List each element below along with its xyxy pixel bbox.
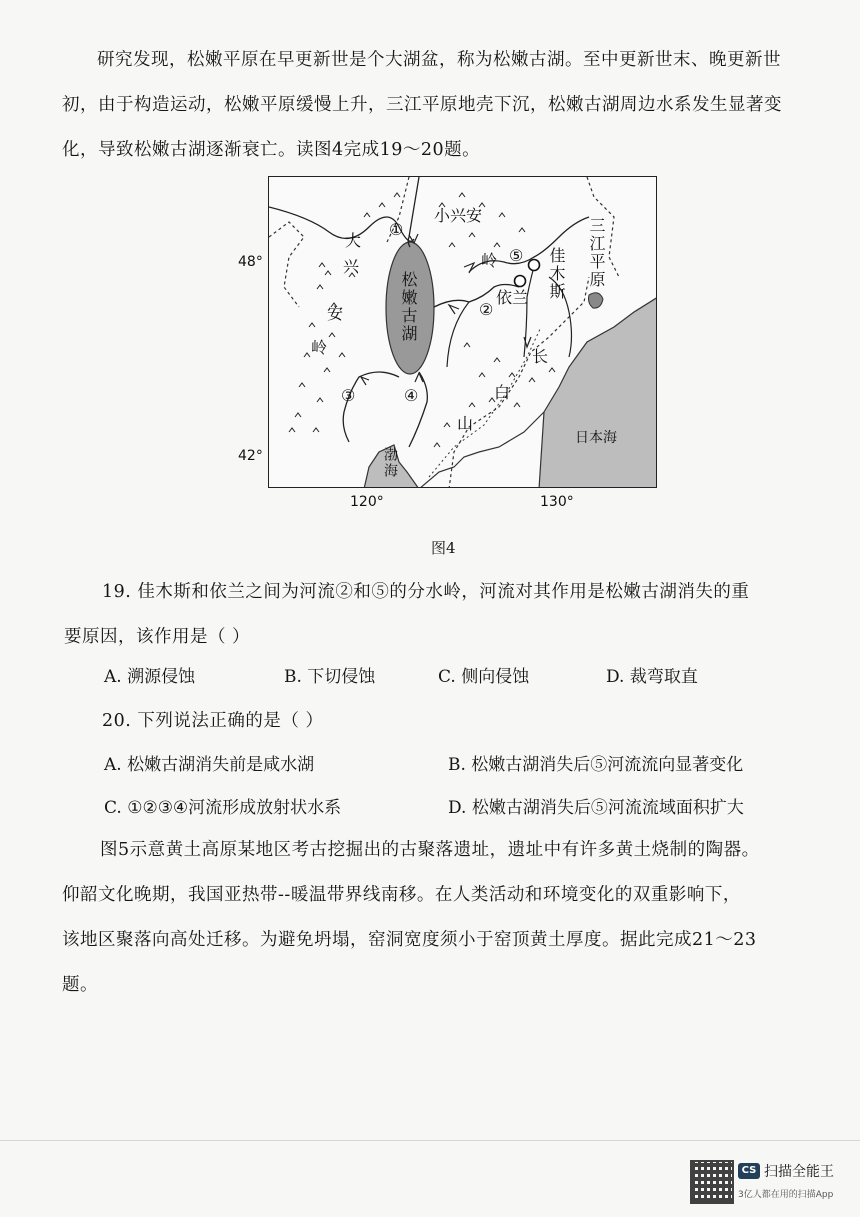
qr-code-icon bbox=[690, 1160, 734, 1204]
q20-option-c: C. ①②③④河流形成放射状水系 bbox=[104, 798, 342, 818]
label-daxing-4: 岭 bbox=[311, 338, 328, 357]
river-label-1: ① bbox=[389, 220, 404, 239]
q19-option-c: C. 侧向侵蚀 bbox=[438, 667, 530, 687]
japan-sea-area bbox=[539, 297, 657, 488]
river-label-4: ④ bbox=[404, 386, 419, 405]
label-changbai-1: 长 bbox=[532, 347, 549, 366]
label-jiamusi: 佳木斯 bbox=[547, 247, 566, 301]
q19-option-d: D. 裁弯取直 bbox=[606, 667, 698, 687]
label-bohai: 渤海 bbox=[382, 447, 398, 479]
q20-option-a: A. 松嫩古湖消失前是咸水湖 bbox=[104, 755, 315, 775]
q20-option-d: D. 松嫩古湖消失后⑤河流流域面积扩大 bbox=[448, 798, 744, 818]
longitude-130: 130° bbox=[540, 494, 574, 510]
camscanner-logo: CS bbox=[738, 1163, 760, 1179]
river-label-3: ③ bbox=[341, 386, 356, 405]
label-sanjiang: 三江平原 bbox=[587, 217, 606, 289]
label-yilan: 依兰 bbox=[496, 288, 529, 307]
label-xiaoxingan: 小兴安 bbox=[434, 206, 483, 225]
q20-option-b: B. 松嫩古湖消失后⑤河流流向显著变化 bbox=[448, 755, 744, 775]
label-daxing-1: 大 bbox=[345, 231, 362, 250]
fig5-intro-line4: 题。 bbox=[62, 975, 98, 995]
label-xiaoxing-ling: 岭 bbox=[481, 251, 498, 270]
fig5-intro-line3: 该地区聚落向高处迁移。为避免坍塌，窑洞宽度须小于窑顶黄土厚度。据此完成21～23 bbox=[62, 930, 757, 950]
label-songnen-lake: 松嫩古湖 bbox=[399, 271, 418, 343]
label-changbai-2: 白 bbox=[494, 383, 511, 402]
q19-option-b: B. 下切侵蚀 bbox=[284, 667, 376, 687]
camscanner-tagline: 3亿人都在用的扫描App bbox=[738, 1190, 834, 1200]
longitude-120: 120° bbox=[350, 494, 384, 510]
intro-paragraph: 研究发现，松嫩平原在早更新世是个大湖盆，称为松嫩古湖。至中更新世末、晚更新世初，由于构造运动，松嫩平原缓慢上升，三江平原地壳下沉，松嫩古湖周边水系发生显著变化，导致松嫩古湖逐渐衰亡。读图4完成19～20题。 bbox=[62, 50, 782, 160]
label-japan-sea: 日本海 bbox=[575, 430, 617, 446]
label-daxing-2: 兴 bbox=[343, 257, 360, 276]
q19-stem-line1: 19. 佳木斯和依兰之间为河流②和⑤的分水岭，河流对其作用是松嫩古湖消失的重 bbox=[102, 582, 750, 602]
latitude-48: 48° bbox=[238, 254, 263, 270]
river-label-5: ⑤ bbox=[509, 246, 524, 265]
fig5-intro-line1: 图5示意黄土高原某地区考古挖掘出的古聚落遗址，遗址中有许多黄土烧制的陶器。 bbox=[100, 840, 760, 860]
label-daxing-3: 安 bbox=[327, 304, 344, 323]
q20-stem: 20. 下列说法正确的是（ ） bbox=[102, 711, 324, 731]
q19-option-a: A. 溯源侵蚀 bbox=[104, 667, 196, 687]
label-changbai-3: 山 bbox=[457, 414, 474, 433]
figure-4-caption: 图4 bbox=[431, 539, 456, 557]
river-label-2: ② bbox=[479, 300, 494, 319]
footer-divider bbox=[0, 1140, 860, 1141]
camscanner-name: 扫描全能王 bbox=[764, 1164, 834, 1180]
fig5-intro-line2: 仰韶文化晚期，我国亚热带--暖温带界线南移。在人类活动和环境变化的双重影响下， bbox=[62, 885, 741, 905]
latitude-42: 42° bbox=[238, 448, 263, 464]
q19-stem-line2: 要原因，该作用是（ ） bbox=[64, 627, 251, 647]
map-figure-4 bbox=[268, 176, 657, 488]
